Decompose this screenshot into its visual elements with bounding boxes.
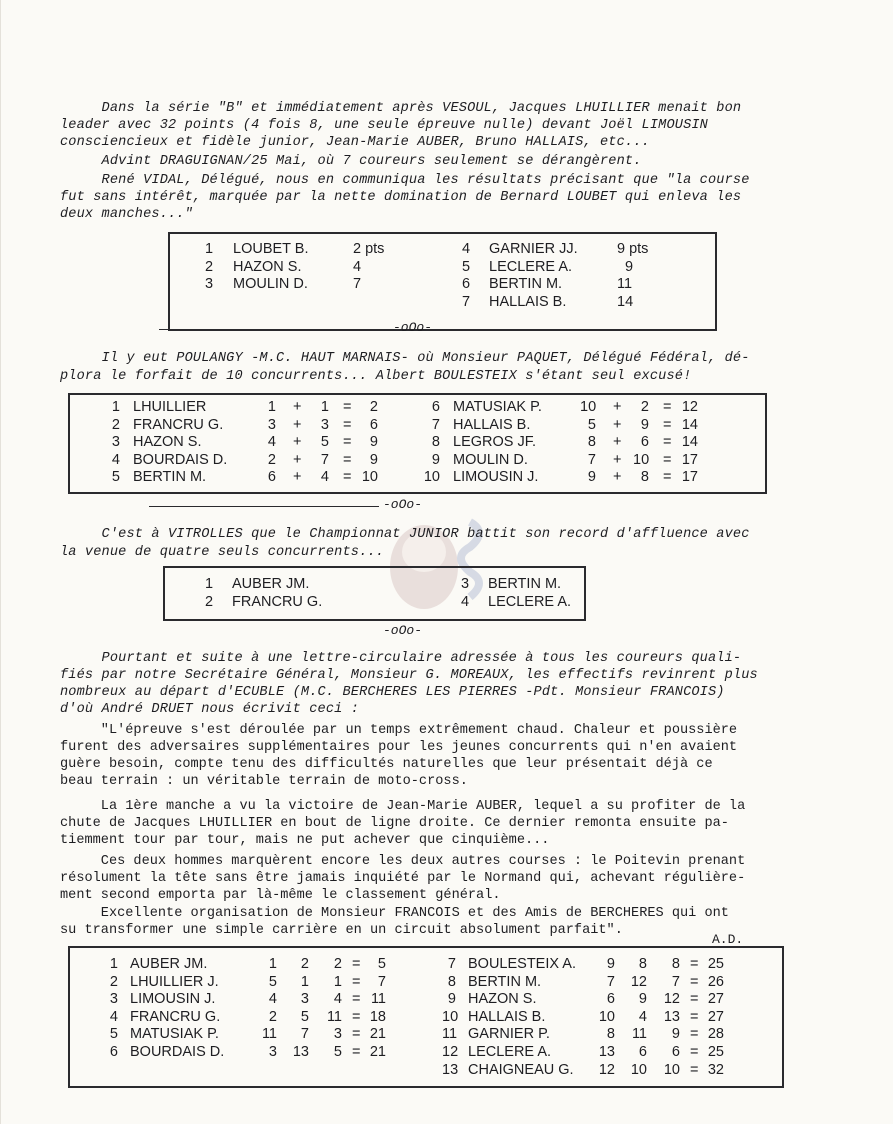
heat-2-result: 13 (292, 1043, 309, 1060)
text-line: René VIDAL, Délégué, nous en communiqua les résultats précisant que "la course (60, 173, 750, 188)
heat-2-result: 3 (300, 991, 309, 1008)
text-line: la venue de quatre seuls concurrents... (60, 545, 384, 560)
heat-2-result: 1 (320, 399, 329, 415)
heat-1-result: 9 (587, 469, 596, 486)
heat-2-result: 11 (631, 1026, 647, 1043)
rank: 7 (462, 293, 471, 310)
heat-3-result: 3 (333, 1026, 342, 1043)
heat-2-result: 5 (320, 434, 329, 451)
heat-2-result: 6 (638, 1043, 647, 1060)
total-points: 12 (681, 399, 698, 415)
plus-sign: + (613, 469, 622, 486)
rider-name: MOULIN D. (233, 276, 308, 293)
equals-sign: = (352, 1043, 361, 1060)
heat-3-result: 7 (671, 973, 680, 990)
rank: 2 (205, 258, 214, 275)
rider-name: BOURDAIS D. (130, 1043, 225, 1060)
equals-sign: = (352, 956, 361, 972)
heat-1-result: 7 (606, 973, 615, 990)
text-line: ment second emporta par là-même le classement général. (60, 888, 501, 903)
heat-2-result: 7 (300, 1026, 309, 1043)
heat-1-result: 2 (267, 451, 276, 468)
total-points: 2 (369, 399, 378, 415)
text-line: nombreux au départ d'ECUBLE (M.C. BERCHERES LES PIERRES -Pdt. Monsieur FRANCOIS) (60, 685, 725, 700)
rider-name: LIMOUSIN J. (130, 991, 216, 1008)
equals-sign: = (690, 1043, 699, 1060)
points: 9 (625, 258, 634, 275)
rank: 2 (205, 593, 214, 610)
points: 14 (617, 293, 634, 310)
total-points: 5 (377, 956, 386, 972)
rider-name: HAZON S. (468, 991, 537, 1008)
total-points: 28 (707, 1026, 724, 1043)
heat-1-result: 12 (598, 1061, 615, 1078)
heat-3-result: 6 (671, 1043, 680, 1060)
equals-sign: = (663, 469, 672, 486)
rank: 6 (109, 1043, 118, 1060)
text-line: Il y eut POULANGY -M.C. HAUT MARNAIS- où Monsieur PAQUET, Délégué Fédéral, dé- (60, 351, 750, 366)
equals-sign: = (690, 973, 699, 990)
text-line: Ces deux hommes marquèrent encore les deux autres courses : le Poitevin prenant (60, 854, 746, 869)
separator: -oOo- (393, 320, 433, 335)
heat-2-result: 12 (630, 973, 647, 990)
rank: 3 (205, 276, 214, 293)
heat-2-result: 6 (640, 434, 649, 451)
rider-name: HALLAIS B. (468, 1008, 546, 1025)
rank: 12 (442, 1043, 459, 1060)
heat-2-result: 3 (320, 416, 329, 433)
total-points: 18 (369, 1008, 386, 1025)
equals-sign: = (343, 434, 352, 451)
rank: 13 (442, 1061, 459, 1078)
heat-1-result: 3 (267, 416, 276, 433)
rank: 3 (111, 434, 120, 451)
heat-1-result: 5 (587, 416, 596, 433)
total-points: 9 (369, 451, 378, 468)
rank: 10 (442, 1008, 459, 1025)
rider-name: BERTIN M. (133, 469, 207, 486)
heat-3-result: 13 (663, 1008, 680, 1025)
heat-1-result: 10 (598, 1008, 615, 1025)
points: 9 pts (617, 241, 649, 257)
rider-name: LHUILLIER (133, 399, 207, 415)
total-points: 17 (681, 451, 698, 468)
equals-sign: = (352, 991, 361, 1008)
heat-1-result: 3 (268, 1043, 277, 1060)
heat-3-result: 4 (333, 991, 342, 1008)
rider-name: FRANCRU G. (232, 593, 323, 610)
equals-sign: = (343, 469, 352, 486)
heat-1-result: 10 (580, 399, 597, 415)
rider-name: GARNIER JJ. (489, 241, 578, 257)
equals-sign: = (663, 416, 672, 433)
total-points: 21 (369, 1043, 386, 1060)
total-points: 27 (707, 1008, 724, 1025)
rider-name: MATUSIAK P. (453, 399, 542, 415)
rank: 9 (431, 451, 440, 468)
rank: 11 (442, 1026, 458, 1043)
equals-sign: = (343, 451, 352, 468)
equals-sign: = (352, 1026, 361, 1043)
rank: 8 (447, 973, 456, 990)
rider-name: BOULESTEIX A. (468, 956, 576, 972)
heat-1-result: 9 (606, 956, 615, 972)
heat-2-result: 9 (638, 991, 647, 1008)
rank: 7 (431, 416, 440, 433)
separator: -oOo- (383, 623, 423, 638)
text-line: leader avec 32 points (4 fois 8, une seule épreuve nulle) devant Joël LIMOUSIN (60, 118, 708, 133)
plus-sign: + (613, 399, 622, 415)
rank: 4 (461, 593, 470, 610)
rider-name: AUBER JM. (232, 576, 310, 592)
total-points: 14 (681, 416, 698, 433)
heat-1-result: 4 (268, 991, 277, 1008)
rider-name: FRANCRU G. (130, 1008, 221, 1025)
heat-1-result: 13 (598, 1043, 615, 1060)
text-line: beau terrain : un véritable terrain de moto-cross. (60, 774, 468, 789)
total-points: 14 (681, 434, 698, 451)
heat-2-result: 2 (300, 956, 309, 972)
rank: 1 (111, 399, 120, 415)
rider-name: HALLAIS B. (453, 416, 531, 433)
heat-2-result: 1 (300, 973, 309, 990)
rank: 8 (431, 434, 440, 451)
total-points: 17 (681, 469, 698, 486)
heat-3-result: 10 (663, 1061, 680, 1078)
heat-3-result: 11 (326, 1008, 342, 1025)
equals-sign: = (690, 1061, 699, 1078)
rank: 6 (431, 399, 440, 415)
rank: 5 (111, 469, 120, 486)
rank: 3 (109, 991, 118, 1008)
rider-name: LIMOUSIN J. (453, 469, 539, 486)
text-line: su transformer une simple carrière en un circuit absolument parfait". (60, 923, 623, 938)
rider-name: BERTIN M. (489, 276, 563, 293)
rank: 3 (461, 576, 470, 592)
total-points: 27 (707, 991, 724, 1008)
equals-sign: = (690, 991, 699, 1008)
text-line: tiemment tour par tour, mais ne put achever que cinquième... (60, 833, 550, 848)
total-points: 26 (707, 973, 724, 990)
heat-1-result: 8 (587, 434, 596, 451)
total-points: 11 (370, 991, 386, 1008)
heat-1-result: 1 (268, 956, 277, 972)
text-line: plora le forfait de 10 concurrents... Albert BOULESTEIX s'étant seul excusé! (60, 369, 692, 384)
rank: 4 (462, 241, 471, 257)
text-line: fut sans intérêt, marquée par la nette domination de Bernard LOUBET qui enleva les (60, 190, 742, 205)
rider-name: GARNIER P. (468, 1026, 550, 1043)
text-line: furent des adversaires supplémentaires pour les jeunes concurrents qui n'en avaient (60, 740, 738, 755)
heat-1-result: 6 (267, 469, 276, 486)
rank: 4 (111, 451, 120, 468)
heat-2-result: 5 (300, 1008, 309, 1025)
rank: 9 (447, 991, 456, 1008)
signature: A.D. (712, 932, 744, 947)
plus-sign: + (613, 434, 622, 451)
heat-1-result: 6 (606, 991, 615, 1008)
heat-1-result: 8 (606, 1026, 615, 1043)
plus-sign: + (293, 416, 302, 433)
equals-sign: = (343, 416, 352, 433)
heat-1-result: 5 (268, 973, 277, 990)
plus-sign: + (293, 399, 302, 415)
rank: 1 (205, 576, 214, 592)
heat-3-result: 8 (671, 956, 680, 972)
text-line: La 1ère manche a vu la victoire de Jean-Marie AUBER, lequel a su profiter de la (60, 799, 746, 814)
total-points: 32 (707, 1061, 724, 1078)
heat-2-result: 8 (640, 469, 649, 486)
total-points: 10 (361, 469, 378, 486)
rank: 6 (462, 276, 471, 293)
heat-1-result: 2 (268, 1008, 277, 1025)
text-line: d'où André DRUET nous écrivit ceci : (60, 702, 360, 717)
heat-2-result: 10 (633, 451, 650, 468)
rank: 7 (447, 956, 456, 972)
equals-sign: = (690, 1008, 699, 1025)
rider-name: CHAIGNEAU G. (468, 1061, 574, 1078)
heat-3-result: 12 (663, 991, 680, 1008)
total-points: 6 (369, 416, 378, 433)
total-points: 25 (707, 956, 724, 972)
equals-sign: = (663, 451, 672, 468)
heat-1-result: 7 (587, 451, 596, 468)
equals-sign: = (352, 973, 361, 990)
rider-name: LEGROS JF. (453, 434, 536, 451)
heat-1-result: 4 (267, 434, 276, 451)
rank: 5 (462, 258, 471, 275)
text-line: Pourtant et suite à une lettre-circulaire adressée à tous les coureurs quali- (60, 651, 742, 666)
rider-name: LECLERE A. (488, 593, 572, 610)
rider-name: HAZON S. (233, 258, 302, 275)
text-line: guère besoin, compte tenu des difficultés naturelles que leur présentait déjà ce (60, 757, 713, 772)
rider-name: FRANCRU G. (133, 416, 224, 433)
equals-sign: = (690, 1026, 699, 1043)
heat-3-result: 2 (333, 956, 342, 972)
rider-name: LHUILLIER J. (130, 973, 219, 990)
heat-2-result: 7 (320, 451, 329, 468)
plus-sign: + (293, 451, 302, 468)
rider-name: LOUBET B. (233, 241, 309, 257)
plus-sign: + (613, 416, 622, 433)
rider-name: AUBER JM. (130, 956, 208, 972)
plus-sign: + (613, 451, 622, 468)
rank: 4 (109, 1008, 118, 1025)
heat-1-result: 1 (267, 399, 276, 415)
heat-2-result: 2 (640, 399, 649, 415)
heat-2-result: 10 (630, 1061, 647, 1078)
points: 4 (353, 258, 362, 275)
plus-sign: + (293, 434, 302, 451)
rider-name: LECLERE A. (468, 1043, 552, 1060)
text-line: deux manches..." (60, 207, 193, 222)
text-line: Excellente organisation de Monsieur FRANCOIS et des Amis de BERCHERES qui ont (60, 906, 729, 921)
plus-sign: + (293, 469, 302, 486)
rank: 2 (109, 973, 118, 990)
text-line: Dans la série "B" et immédiatement après VESOUL, Jacques LHUILLIER menait bon (60, 101, 742, 116)
text-line: chute de Jacques LHUILLIER en bout de ligne droite. Ce dernier remonta ensuite pa- (60, 816, 729, 831)
text-line: fiés par notre Secrétaire Général, Monsieur G. MOREAUX, les effectifs revinrent plus (60, 668, 758, 683)
total-points: 9 (369, 434, 378, 451)
rider-name: HALLAIS B. (489, 293, 567, 310)
heat-2-result: 9 (640, 416, 649, 433)
equals-sign: = (663, 434, 672, 451)
total-points: 25 (707, 1043, 724, 1060)
rider-name: MOULIN D. (453, 451, 528, 468)
heat-1-result: 11 (261, 1026, 277, 1043)
points: 7 (353, 276, 362, 293)
equals-sign: = (343, 399, 352, 415)
separator: -oOo- (383, 497, 423, 512)
heat-3-result: 5 (333, 1043, 342, 1060)
text-line: résolument la tête sans être jamais inquiété par le Normand qui, achevant régulière- (60, 871, 746, 886)
rider-name: BERTIN M. (488, 576, 562, 592)
total-points: 7 (377, 973, 386, 990)
text-line: C'est à VITROLLES que le Championnat JUNIOR battit son record d'affluence avec (60, 527, 750, 542)
equals-sign: = (352, 1008, 361, 1025)
rider-name: BERTIN M. (468, 973, 542, 990)
heat-2-result: 4 (320, 469, 329, 486)
heat-2-result: 4 (638, 1008, 647, 1025)
rank: 1 (109, 956, 118, 972)
text-line: Advint DRAGUIGNAN/25 Mai, où 7 coureurs seulement se dérangèrent. (60, 154, 642, 169)
total-points: 21 (369, 1026, 386, 1043)
rider-name: MATUSIAK P. (130, 1026, 219, 1043)
rank: 2 (111, 416, 120, 433)
rank: 10 (423, 469, 440, 486)
points: 11 (617, 276, 633, 293)
text-line: "L'épreuve s'est déroulée par un temps extrêmement chaud. Chaleur et poussière (60, 723, 738, 738)
rank: 5 (109, 1026, 118, 1043)
rank: 1 (205, 241, 214, 257)
heat-3-result: 9 (671, 1026, 680, 1043)
text-line: consciencieux et fidèle junior, Jean-Marie AUBER, Bruno HALLAIS, etc... (60, 135, 650, 150)
equals-sign: = (663, 399, 672, 415)
rider-name: BOURDAIS D. (133, 451, 228, 468)
rider-name: HAZON S. (133, 434, 202, 451)
heat-3-result: 1 (333, 973, 342, 990)
heat-2-result: 8 (638, 956, 647, 972)
equals-sign: = (690, 956, 699, 972)
points: 2 pts (353, 241, 385, 257)
rider-name: LECLERE A. (489, 258, 573, 275)
